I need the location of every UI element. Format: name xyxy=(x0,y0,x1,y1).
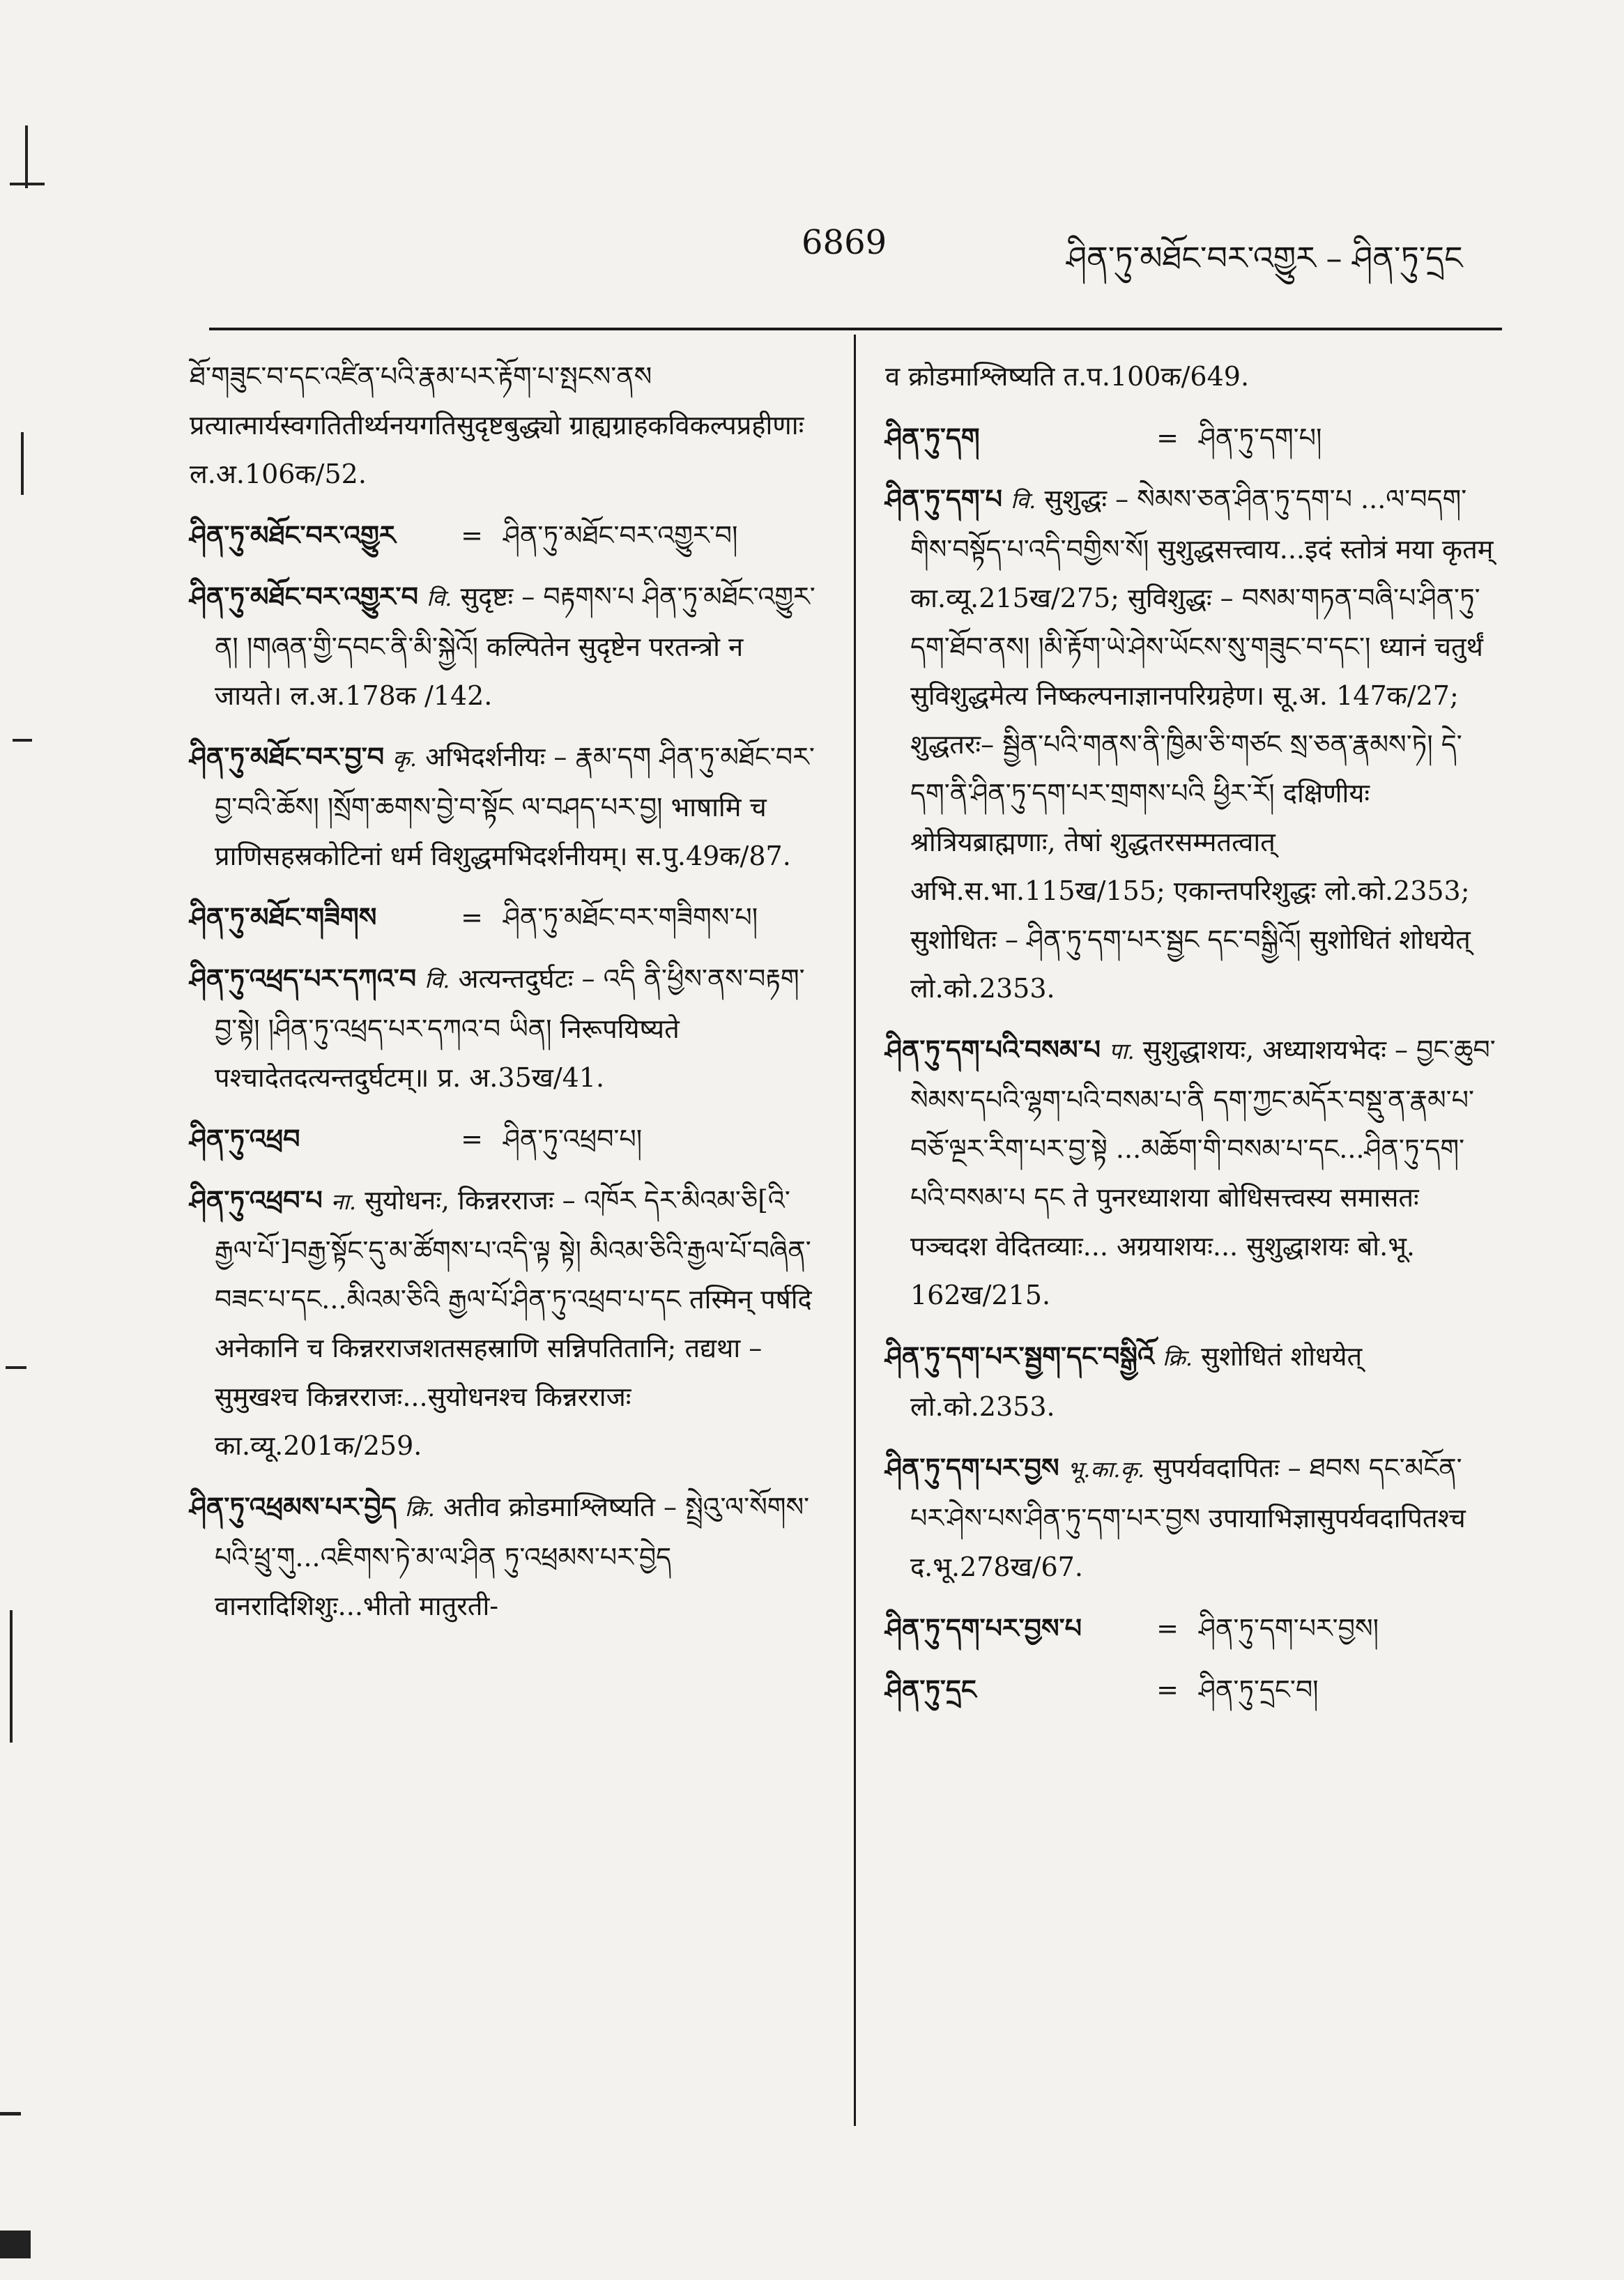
grammar-label: वि. xyxy=(1011,487,1036,514)
cross-reference xyxy=(885,413,1499,462)
entry-text: सुशुद्धः – སེམས་ཅན་ཤིན་ཏུ་དག་པ ...ལ་བདག་གིས་བསྟོད་པ་འདི་བགྱིས་སོ། सुशुद्धसत्त्वाय...इदं स्तोत्रं मया कृतम् का.व्यू.215ख/275; सुविशुद्धः – བསམ་གཏན་བཞི་པ་ཤིན་ཏུ་དག་ཐོབ་ནས། །མི་རྟོག་ཡེ་ཤེས་ཡོངས་སུ་གཟུང་བ་དང་། ध्यानं चतुर्थं सुविशुद्धमेत्य निष्कल्पनाज्ञानपरिग्रहेण। सू.अ. 147क/27; शुद्धतरः– སྦྱིན་པའི་གནས་ནི་ཁྱིམ་ཅི་གཙང སྲ་ཅན་རྣམས་ཏེ། དེ་དག་ནི་ཤིན་ཏུ་དག་པར་གྲགས་པའི ཕྱིར་རོ། दक्षिणीयः श्रोत्रियब्राह्मणाः, तेषां शुद्धतरसम्मतत्वात् अभि.स.भा.115ख/155; एकान्तपरिशुद्धः लो.को.2353; सुशोधितः – ཤིན་ཏུ་དག་པར་སྦྱང དང་བསྒྱིའོ། सुशोधितं शोधयेत् लो.को.2353. xyxy=(910,484,1494,1004)
grammar-label: वि. xyxy=(427,585,452,611)
entry-text: सुयोधनः, किन्नरराजः – འཁོར དེར་མིའམ་ཅི[འི་རྒྱལ་པོ་]བརྒྱ་སྟོང་དུ་མ་ཚོགས་པ་འདི་ལྟ སྟེ། མིའམ་ཅིའི་རྒྱལ་པོ་བཞིན་བཟང་པ་དང...མིའམ་ཅིའི རྒྱལ་པོ་ཤིན་ཏུ་འཕྲབ་པ་དང तस्मिन् पर्षदि अनेकानि च किन्नरराजशतसहस्राणि सन्निपतितानि; तद्यथा – सुमुखश्च किन्नरराजः...सुयोधनश्च किन्नरराजः का.व्यू.201क/259. xyxy=(215,1185,812,1461)
cross-reference xyxy=(190,893,817,942)
dictionary-entry xyxy=(885,475,1499,1013)
cross-ref-target: ཤིན་ཏུ་མཐོང་བར་འགྱུར་བ། xyxy=(503,520,738,551)
entry-text: सुपर्यवदापितः – ཐབས དང་མངོན་པར་ཤེས་པས་ཤིན་ཏུ་དག་པར་བྱས उपायाभिज्ञासुपर्यवदापितश्च द.भू.278ख/67. xyxy=(910,1453,1466,1582)
dictionary-entry xyxy=(885,1332,1499,1431)
equals-sign: = xyxy=(461,1124,483,1154)
page-number: 6869 xyxy=(802,223,887,262)
grammar-label: पा. xyxy=(1109,1038,1135,1064)
margin-mark xyxy=(13,739,32,742)
equals-sign: = xyxy=(1156,1613,1179,1644)
headword: ཤིན་ཏུ་འཕྲམས་པར་བྱེད xyxy=(190,1491,397,1522)
cross-ref-term: ཤིན་ཏུ་དག་པར་བྱས་པ xyxy=(885,1612,1082,1644)
column-divider xyxy=(854,335,856,2126)
grammar-label: ना. xyxy=(330,1188,357,1215)
cross-reference xyxy=(885,1665,1499,1714)
top-rule xyxy=(209,328,1502,330)
margin-mark xyxy=(0,2112,21,2115)
entry-text: अभिदर्शनीयः – རྣམ་དག ཤིན་ཏུ་མཐོང་བར་བྱ་བའི་ཆོས། །སྲོག་ཆགས་བྱེ་བ་སྟོང ལ་བཤད་པར་བྱ། भाषामि च प्राणिसहस्रकोटिनां धर्म विशुद्धमभिदर्शनीयम्। स.पु.49क/87. xyxy=(215,742,815,871)
dictionary-entry xyxy=(190,572,817,720)
headword: ཤིན་ཏུ་མཐོང་བར་བྱ་བ xyxy=(190,741,385,772)
dictionary-entry xyxy=(190,954,817,1102)
cross-ref-target: ཤིན་ཏུ་དག་པར་བྱས། xyxy=(1199,1613,1379,1644)
dictionary-entry xyxy=(190,733,817,880)
headword: ཤིན་ཏུ་དག་པར་སྦྱག་དང་བསྒྱིའོ xyxy=(885,1340,1154,1372)
entry-text: व क्रोडमाश्लिष्यति त.प.100क/649. xyxy=(885,361,1250,392)
entry-continuation xyxy=(190,352,817,498)
grammar-label: क्रि. xyxy=(404,1495,435,1522)
cross-reference xyxy=(190,511,817,560)
grammar-label: क्रि. xyxy=(1163,1345,1193,1371)
headword: ཤིན་ཏུ་དག་པ xyxy=(885,483,1002,514)
margin-mark xyxy=(25,125,28,188)
headword: ཤིན་ཏུ་དག་པའི་བསམ་པ xyxy=(885,1034,1101,1065)
margin-mark xyxy=(10,1610,13,1743)
margin-mark xyxy=(21,432,24,495)
grammar-label: कृ. xyxy=(392,745,417,772)
headword: ཤིན་ཏུ་མཐོང་བར་འགྱུར་བ xyxy=(190,581,419,612)
cross-ref-term: ཤིན་ཏུ་མཐོང་བར་འགྱུར xyxy=(190,519,396,551)
cross-ref-target: ཤིན་ཏུ་འཕྲབ་པ། xyxy=(503,1124,643,1154)
entry-text: अतीव क्रोडमाश्लिष्यति – སྤྲེའུ་ལ་སོགས་པའི་ཕྲུ་གུ...འཇིགས་ཏེ་མ་ལ་ཤིན ཏུ་འཕྲམས་པར་བྱེད वानरादिशिशुः...भीतो मातुरती- xyxy=(215,1492,810,1621)
headword: ཤིན་ཏུ་དག་པར་བྱས xyxy=(885,1452,1059,1483)
cross-ref-term: ཤིན་ཏུ་མཐོང་གཟིགས xyxy=(190,901,377,933)
entry-text: सुशुद्धाशयः, अध्याशयभेदः – བྱང་ཆུབ་སེམས་དཔའི་ལྷག་པའི་བསམ་པ་ནི དག་ཀྱང་མདོར་བསྡུ་ན་རྣམ་པ་བཅོ་ལྔར་རིག་པར་བྱ་སྟེ ...མཆོག་གི་བསམ་པ་དང...ཤིན་ཏུ་དག་པའི་བསམ་པ དང ते पुनरध्याशया बोधिसत्त्वस्य समासतः पञ्चदश वेदितव्याः... अग्रयाशयः... सुशुद्धाशयः बो.भू. 162ख/215. xyxy=(910,1034,1496,1310)
dictionary-entry xyxy=(885,1444,1499,1591)
left-column xyxy=(190,352,817,1643)
cross-ref-target: ཤིན་ཏུ་དྲང་བ། xyxy=(1199,1674,1319,1705)
cross-reference xyxy=(885,1604,1499,1653)
entry-text: सुशोधितं शोधयेत् लो.को.2353. xyxy=(910,1341,1363,1422)
grammar-label: भू.का.कृ. xyxy=(1067,1456,1145,1483)
entry-text: सुदृष्टः – བརྟགས་པ ཤིན་ཏུ་མཐོང་འགྱུར་ན། །གཞན་གྱི་དབང་ནི་མི་སྐྱེའོ། कल्पितेन सुदृष्टेन परतन्त्रो न जायते। ल.अ.178क /142. xyxy=(215,581,815,711)
equals-sign: = xyxy=(461,520,483,551)
cross-ref-term: ཤིན་ཏུ་དག xyxy=(885,422,980,453)
dictionary-entry xyxy=(190,1483,817,1630)
grammar-label: वि. xyxy=(424,967,450,993)
margin-mark xyxy=(6,1366,26,1369)
margin-mark xyxy=(10,183,45,185)
margin-mark xyxy=(0,2231,31,2258)
dictionary-entry xyxy=(190,1176,817,1470)
cross-reference xyxy=(190,1115,817,1163)
entry-continuation xyxy=(885,352,1499,401)
equals-sign: = xyxy=(461,902,483,933)
cross-ref-target: ཤིན་ཏུ་མཐོང་བར་གཟིགས་པ། xyxy=(503,902,758,933)
cross-ref-term: ཤིན་ཏུ་འཕྲབ xyxy=(190,1123,300,1154)
entry-text: अत्यन्तदुर्घटः – འདི ནི་ཕྱིས་ནས་བརྟག་བྱ་སྟེ། །ཤིན་ཏུ་འཕྲད་པར་དཀའ་བ ཡིན། निरूपयिष्यते पश्चादेतदत्यन्तदुर्घटम्॥ प्र. अ.35ख/41. xyxy=(215,963,805,1093)
entry-text: ཐོ་གཟུང་བ་དང་འཛིན་པའི་རྣམ་པར་རྟོག་པ་སྤངས་ནས प्रत्यात्मार्यस्वगतितीर्थ्यनयगतिसुदृष्टबुद्ध्यो ग्राह्यग्राहकविकल्पप्रहीणाः ल.अ.106क/52. xyxy=(190,361,804,489)
cross-ref-term: ཤིན་ཏུ་དྲང xyxy=(885,1674,976,1705)
equals-sign: = xyxy=(1156,422,1179,453)
equals-sign: = xyxy=(1156,1674,1179,1705)
headword: ཤིན་ཏུ་འཕྲད་པར་དཀའ་བ xyxy=(190,963,417,994)
headword: ཤིན་ཏུ་འཕྲབ་པ xyxy=(190,1184,323,1216)
dictionary-entry xyxy=(885,1025,1499,1319)
cross-ref-target: ཤིན་ཏུ་དག་པ། xyxy=(1199,422,1322,453)
right-column xyxy=(885,352,1499,1727)
running-head: ཤིན་ཏུ་མཐོང་བར་འགྱུར – ཤིན་ཏུ་དྲང xyxy=(1066,239,1463,277)
